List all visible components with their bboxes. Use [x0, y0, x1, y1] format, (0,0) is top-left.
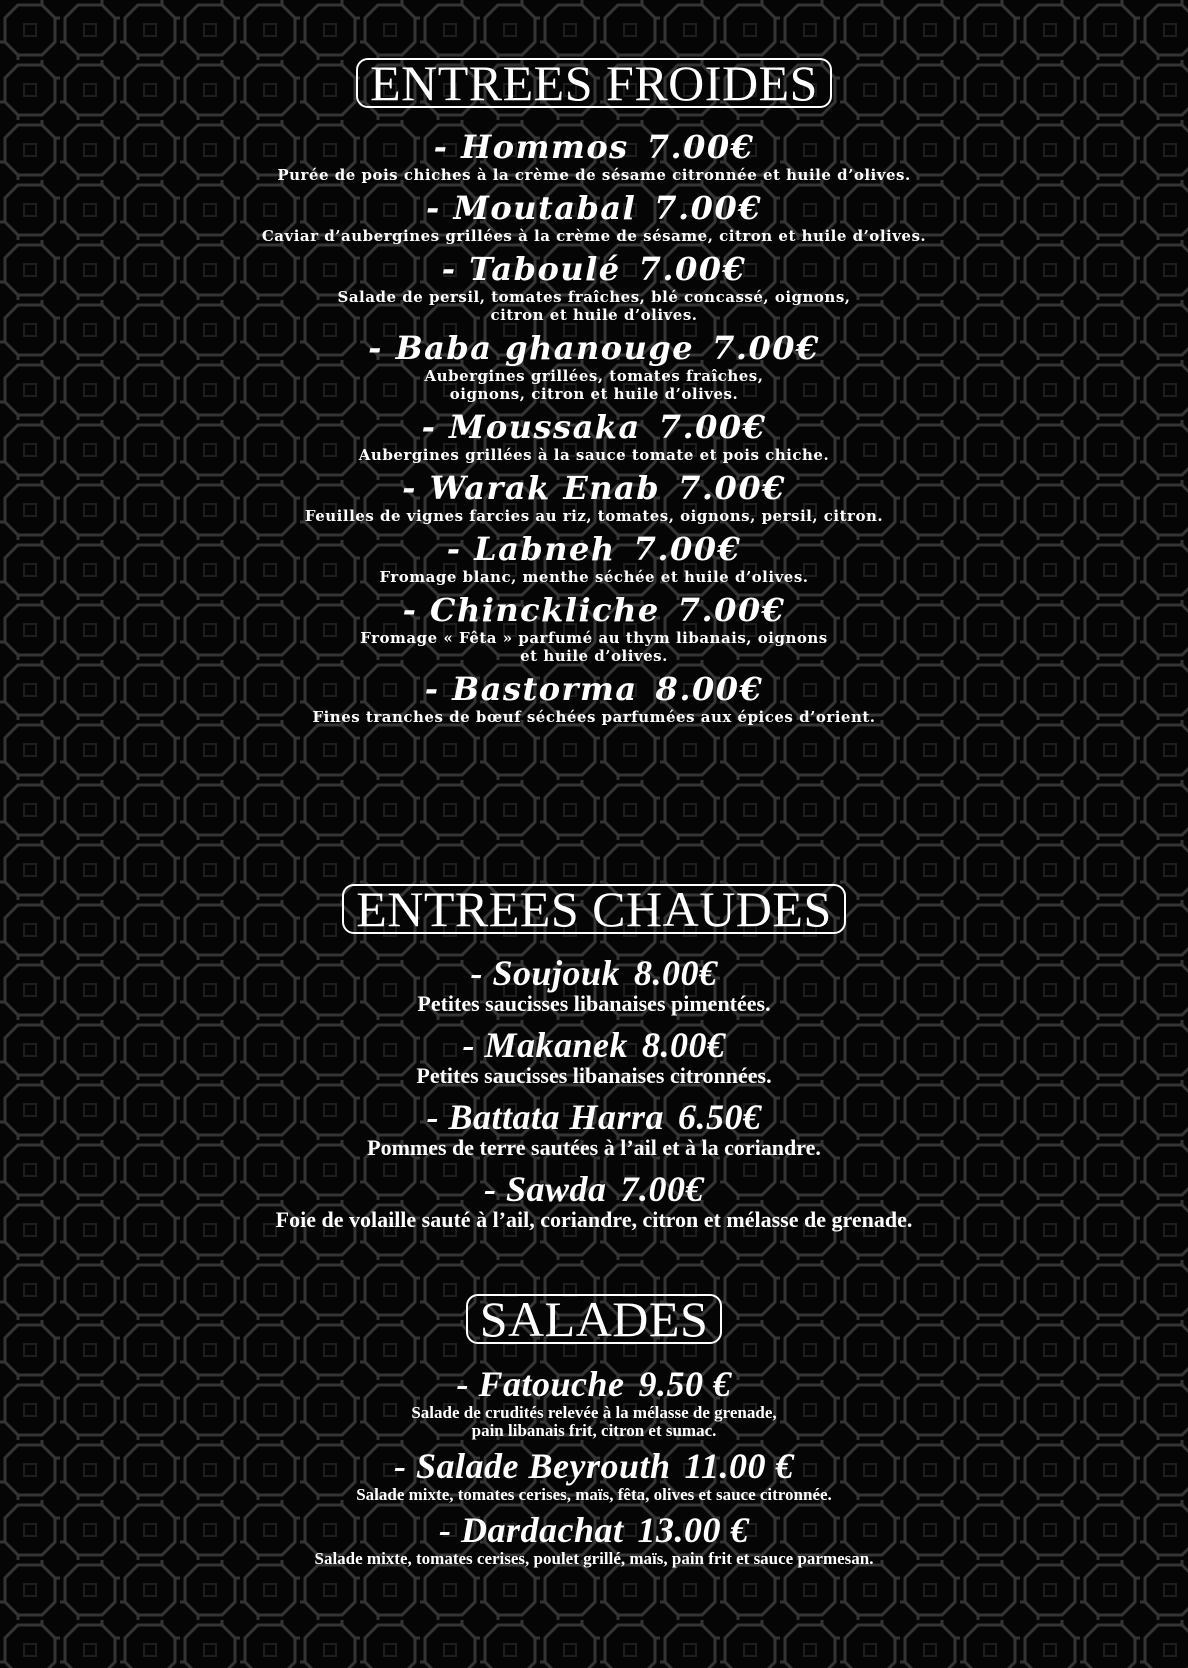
menu-item-heading	[0, 1510, 1188, 1550]
menu-item-name: - Makanek	[462, 1025, 628, 1065]
menu-item-price: 8.00€	[642, 1025, 726, 1065]
menu-item-description: Purée de pois chiches à la crème de sésame citronnée et huile d’olives.	[277, 166, 911, 184]
menu-item-description: et huile d’olives.	[520, 647, 668, 665]
menu-item-price: 7.00€	[712, 329, 820, 367]
section-title: SALADES	[466, 1294, 723, 1344]
menu-item	[0, 591, 1188, 665]
menu-item-description: Fines tranches de bœuf séchées parfumées aux épices d’orient.	[312, 708, 876, 726]
menu-item	[0, 250, 1188, 324]
menu-item	[0, 670, 1188, 726]
menu-item-description: Salade de crudités relevée à la mélasse de grenade,	[411, 1403, 777, 1422]
menu-item-heading	[0, 1446, 1188, 1486]
menu-item-heading	[0, 1098, 1188, 1136]
section-title: ENTREES FROIDES	[356, 58, 832, 108]
menu-item-description: Caviar d’aubergines grillées à la crème de sésame, citron et huile d’olives.	[261, 227, 927, 245]
menu-item	[0, 1446, 1188, 1504]
menu-item-name: - Baba ghanouge	[368, 329, 695, 367]
menu-item-name: - Chinckliche	[402, 591, 660, 629]
menu-item	[0, 408, 1188, 464]
menu-item-price: 13.00 €	[637, 1510, 749, 1550]
menu-item-name: - Dardachat	[439, 1510, 624, 1550]
menu-item	[0, 1098, 1188, 1159]
menu-item-heading	[0, 408, 1188, 446]
menu-item	[0, 1170, 1188, 1231]
menu-item-description: Feuilles de vignes farcies au riz, tomates, oignons, persil, citron.	[304, 507, 884, 525]
item-list	[0, 128, 1188, 726]
menu-item-description: Foie de volaille sauté à l’ail, coriandre, citron et mélasse de grenade.	[275, 1207, 913, 1232]
section-title: ENTREES CHAUDES	[342, 884, 846, 934]
section-salades	[0, 1291, 1188, 1568]
menu-item-name: - Salade Beyrouth	[393, 1446, 671, 1486]
menu-item-description: Fromage « Fêta » parfumé au thym libanais, oignons	[360, 629, 828, 647]
menu-item-heading	[0, 591, 1188, 629]
menu-item-name: - Fatouche	[456, 1364, 625, 1404]
menu-item	[0, 1364, 1188, 1440]
menu-item-name: - Battata Harra	[426, 1097, 665, 1137]
menu-item-price: 7.00€	[638, 250, 747, 288]
menu-item-name: - Soujouk	[470, 953, 621, 993]
menu-item	[0, 530, 1188, 586]
menu-item-heading	[0, 1026, 1188, 1064]
menu-item-description: pain libanais frit, citron et sumac.	[471, 1421, 717, 1440]
menu-item-heading	[0, 954, 1188, 992]
menu-item-description: citron et huile d’olives.	[490, 306, 698, 324]
menu-item-description: Petites saucisses libanaises pimentées.	[417, 991, 771, 1016]
menu-item	[0, 329, 1188, 403]
item-list	[0, 1364, 1188, 1568]
menu-item-price: 7.00€	[646, 128, 755, 166]
menu-item-price: 9.50 €	[638, 1364, 732, 1404]
menu-item-heading	[0, 1170, 1188, 1208]
menu-item-description: Salade mixte, tomates cerises, poulet grillé, maïs, pain frit et sauce parmesan.	[314, 1549, 874, 1568]
menu-item-price: 8.00€	[655, 670, 764, 708]
menu-item-description: Salade de persil, tomates fraîches, blé concassé, oignons,	[337, 288, 851, 306]
section-entrees-froides	[0, 55, 1188, 726]
menu-item-price: 7.00€	[620, 1169, 705, 1209]
menu-item-heading	[0, 250, 1188, 288]
menu-item-heading	[0, 189, 1188, 227]
menu-item-name: - Labneh	[446, 530, 616, 568]
menu-item-price: 6.50€	[678, 1097, 762, 1137]
menu-item-heading	[0, 670, 1188, 708]
menu-item-price: 7.00€	[633, 530, 742, 568]
menu-item-description: Petites saucisses libanaises citronnées.	[416, 1063, 772, 1088]
menu-item-description: Fromage blanc, menthe séchée et huile d’olives.	[379, 568, 809, 586]
section-entrees-chaudes	[0, 881, 1188, 1242]
menu-item-name: - Moussaka	[421, 408, 641, 446]
menu-item	[0, 128, 1188, 184]
menu-item-price: 7.00€	[658, 408, 767, 446]
menu-item-description: Pommes de terre sautées à l’ail et à la coriandre.	[367, 1135, 821, 1160]
menu-item-heading	[0, 530, 1188, 568]
menu-item-name: - Bastorma	[424, 670, 638, 708]
menu-item	[0, 954, 1188, 1015]
menu-item-name: - Hommos	[433, 128, 629, 166]
menu-item-heading	[0, 469, 1188, 507]
menu-item-price: 7.00€	[678, 469, 786, 507]
item-list	[0, 954, 1188, 1231]
menu-item-description: Aubergines grillées à la sauce tomate et pois chiche.	[358, 446, 830, 464]
menu-item-name: - Warak Enab	[402, 469, 661, 507]
menu-item-description: Salade mixte, tomates cerises, maïs, fêta, olives et sauce citronnée.	[356, 1485, 832, 1504]
menu-item-price: 11.00 €	[684, 1446, 795, 1486]
menu-item-description: oignons, citron et huile d’olives.	[449, 385, 739, 403]
menu-item	[0, 1026, 1188, 1087]
menu-item-name: - Moutabal	[426, 189, 637, 227]
menu-item-name: - Taboulé	[441, 250, 621, 288]
menu-item-name: - Sawda	[483, 1169, 607, 1209]
menu-item	[0, 1510, 1188, 1568]
menu-item-description: Aubergines grillées, tomates fraîches,	[424, 367, 764, 385]
menu-item-price: 7.00€	[677, 591, 786, 629]
menu-item-price: 8.00€	[634, 953, 718, 993]
menu-item	[0, 469, 1188, 525]
menu-item	[0, 189, 1188, 245]
menu-item-heading	[0, 128, 1188, 166]
menu-item-price: 7.00€	[654, 189, 762, 227]
menu-item-heading	[0, 329, 1188, 367]
menu-item-heading	[0, 1364, 1188, 1404]
